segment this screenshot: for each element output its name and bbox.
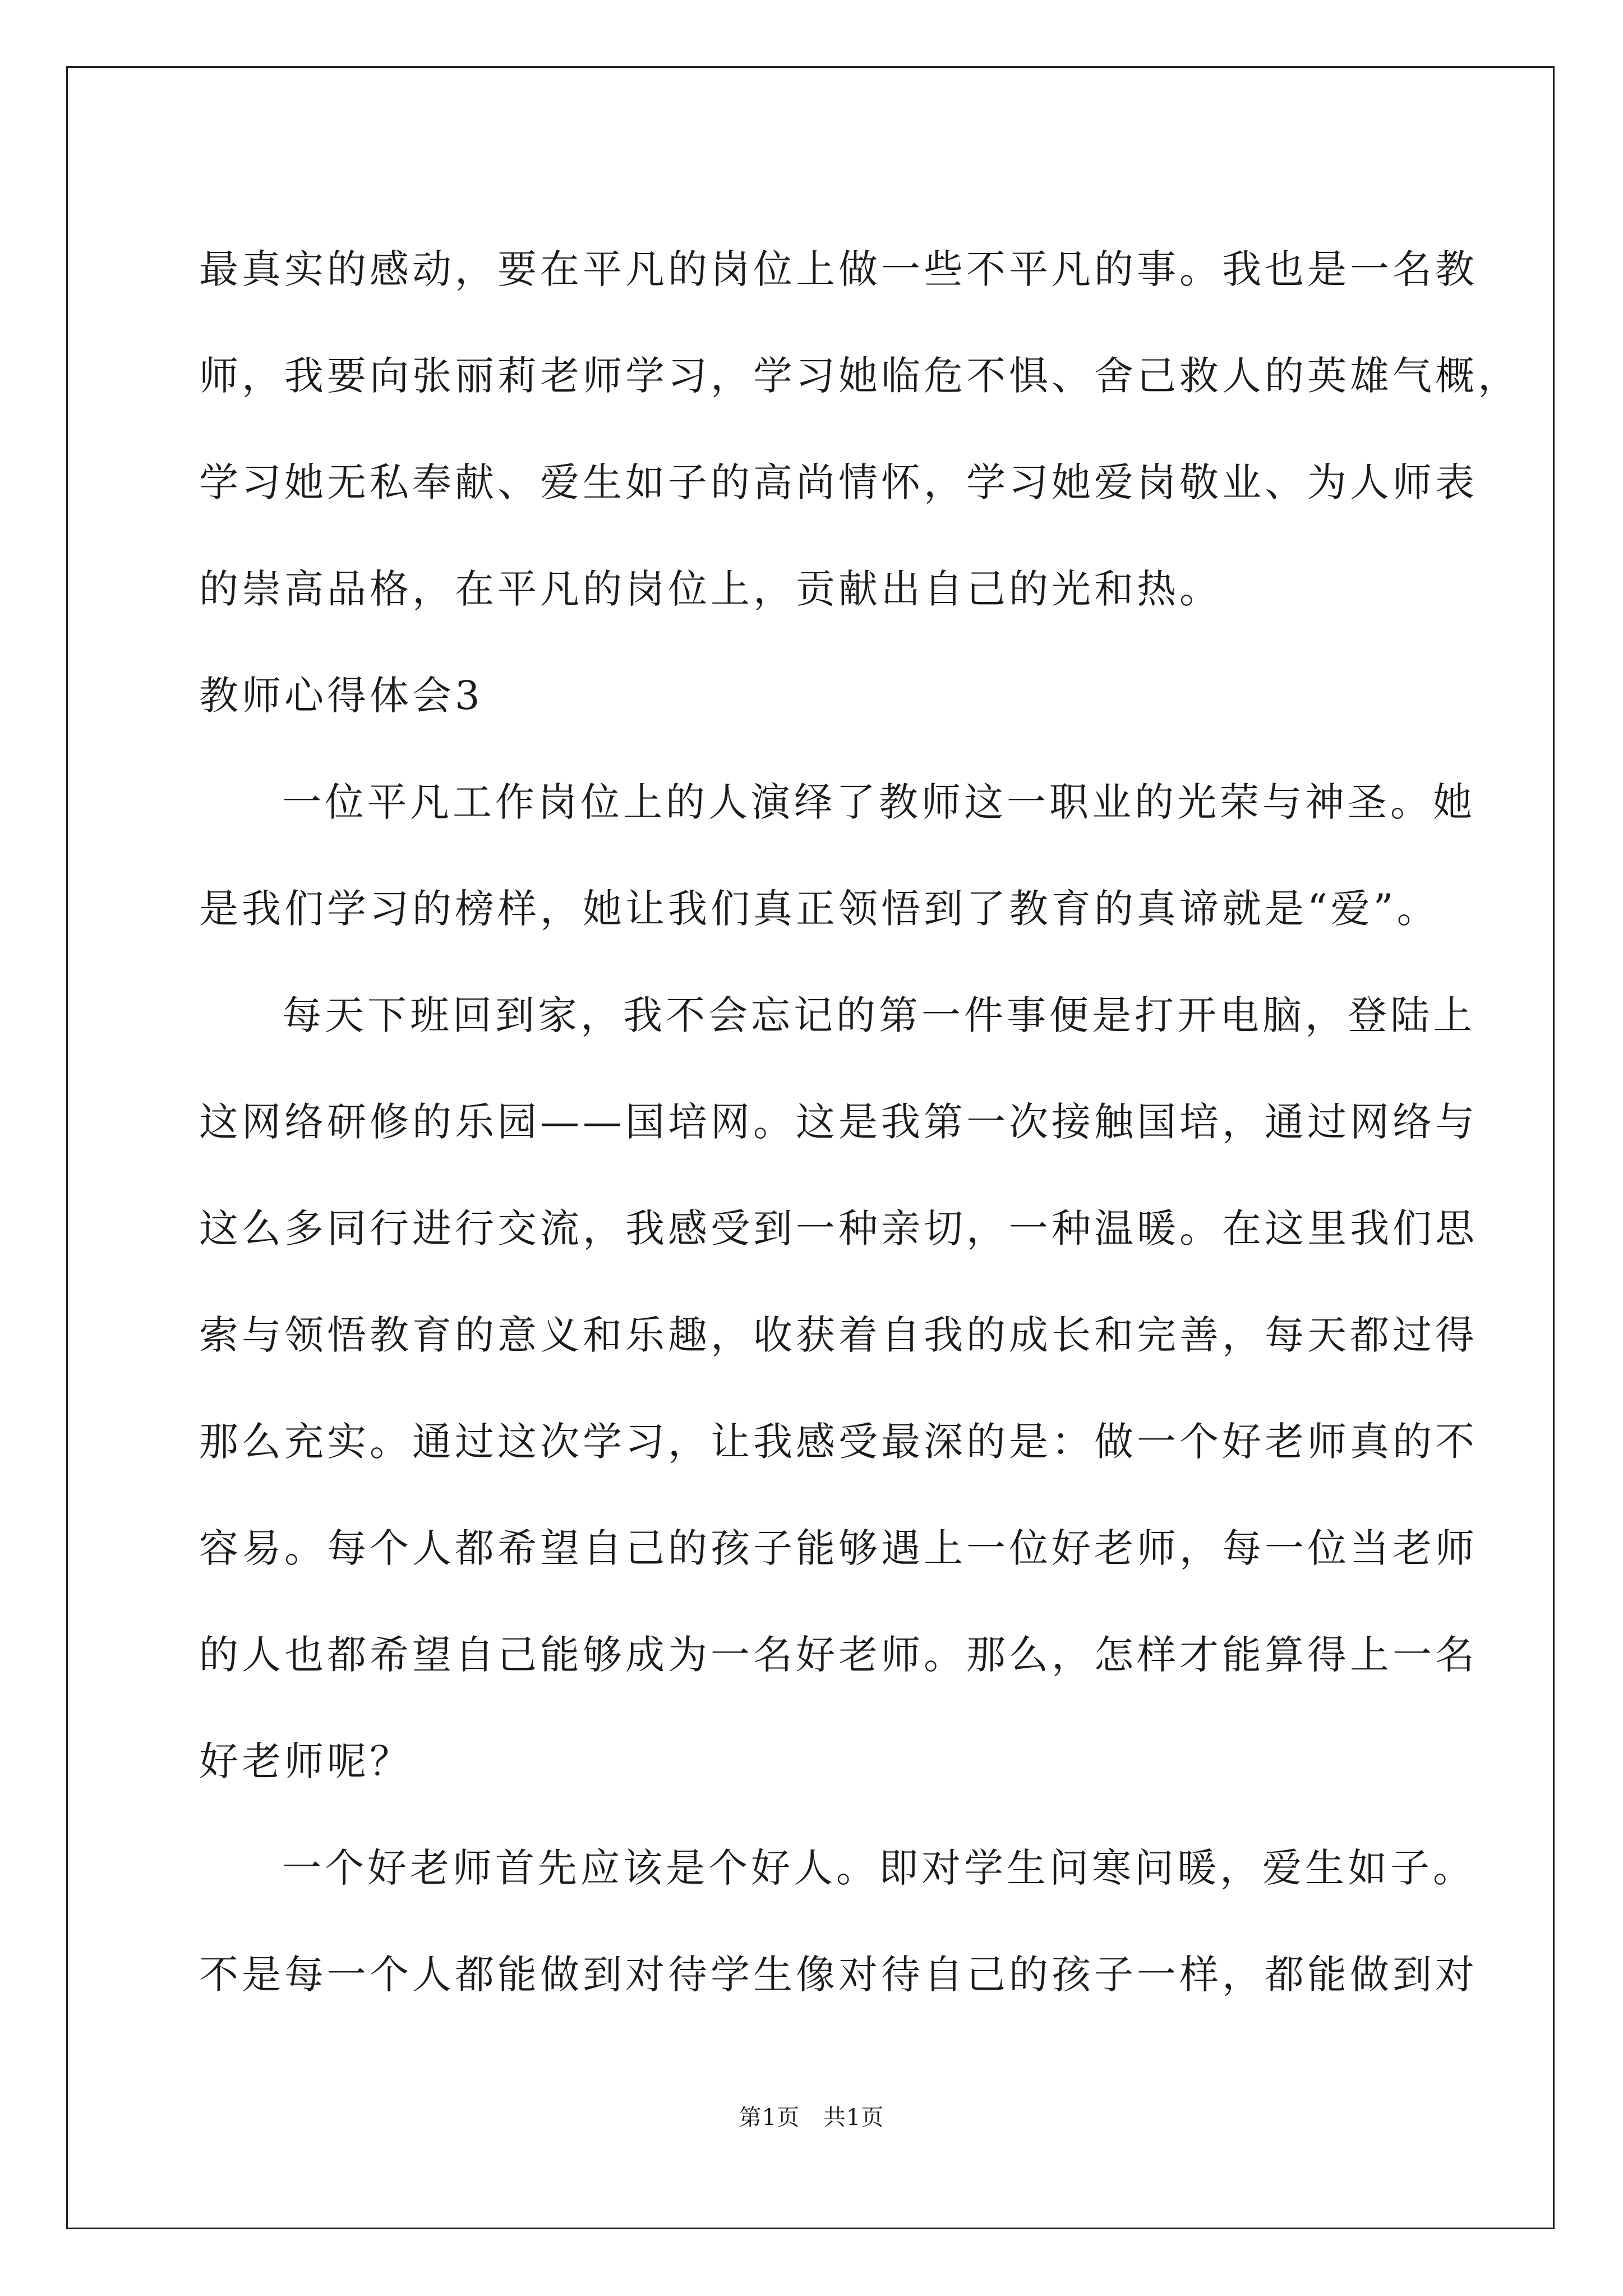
page-number: 第1页 <box>739 2105 800 2131</box>
text-line: 师，我要向张丽莉老师学习，学习她临危不惧、舍己救人的英雄气概， <box>199 353 1520 399</box>
text-line: 是我们学习的榜样，她让我们真正领悟到了教育的真谛就是“爱”。 <box>199 886 1440 932</box>
text-line: 这网络研修的乐园——国培网。这是我第一次接触国培，通过网络与 <box>199 1099 1478 1145</box>
text-line: 的崇高品格，在平凡的岗位上，贡献出自己的光和热。 <box>199 566 1222 612</box>
text-line: 学习她无私奉献、爱生如子的高尚情怀，学习她爱岗敬业、为人师表 <box>199 459 1478 505</box>
text-line: 好老师呢？ <box>199 1738 412 1784</box>
text-line: 每天下班回到家，我不会忘记的第一件事便是打开电脑，登陆上 <box>282 992 1476 1038</box>
page-total: 共1页 <box>823 2105 884 2131</box>
text-line: 的人也都希望自己能够成为一名好老师。那么，怎样才能算得上一名 <box>199 1632 1478 1678</box>
text-line: 不是每一个人都能做到对待学生像对待自己的孩子一样，都能做到对 <box>199 1952 1478 1998</box>
text-line: 这么多同行进行交流，我感受到一种亲切，一种温暖。在这里我们思 <box>199 1205 1478 1251</box>
document-body <box>199 216 1520 2028</box>
text-line: 教师心得体会3 <box>199 673 483 719</box>
text-line: 那么充实。通过这次学习，让我感受最深的是：做一个好老师真的不 <box>199 1419 1478 1465</box>
text-line: 一个好老师首先应该是个好人。即对学生问寒问暖，爱生如子。 <box>282 1845 1476 1891</box>
text-line: 一位平凡工作岗位上的人演绎了教师这一职业的光荣与神圣。她 <box>282 779 1476 825</box>
text-line: 容易。每个人都希望自己的孩子能够遇上一位好老师，每一位当老师 <box>199 1525 1478 1571</box>
text-line: 索与领悟教育的意义和乐趣，收获着自我的成长和完善，每天都过得 <box>199 1312 1478 1358</box>
text-line: 最真实的感动，要在平凡的岗位上做一些不平凡的事。我也是一名教 <box>199 246 1478 292</box>
page-footer <box>0 2101 1623 2134</box>
